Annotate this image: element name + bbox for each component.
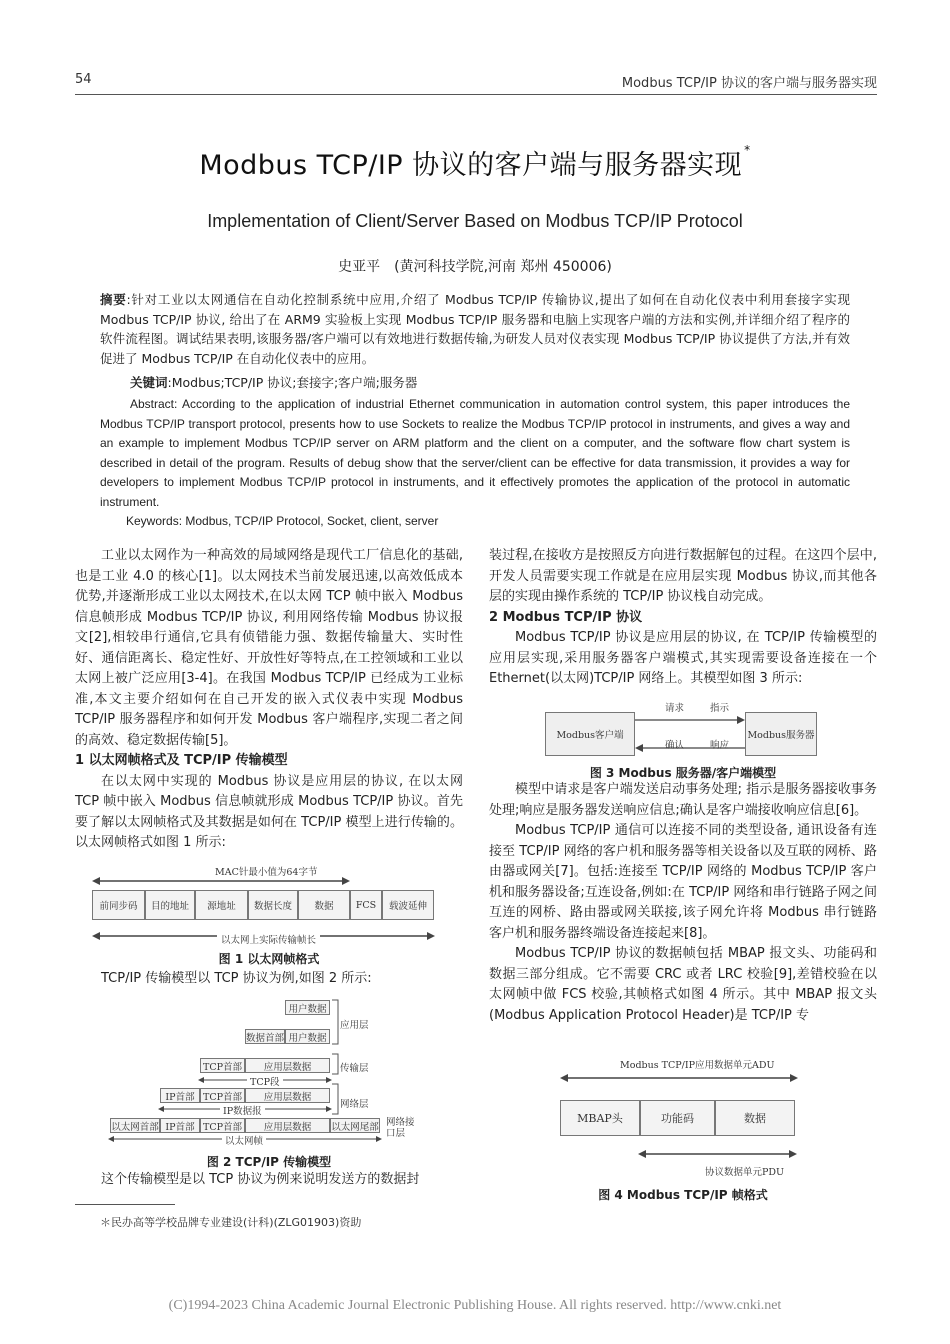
abstract-en: [100, 395, 850, 513]
figure-1-caption-text: 图 1 以太网帧格式: [218, 952, 320, 966]
figure-1-caption: [75, 950, 463, 967]
fig3-request-label: 请求: [665, 703, 685, 714]
section-1-paragraph-1: 在以太网中实现的 Modbus 协议是应用层的协议, 在以太网 TCP 帧中嵌入 Modbus 信息帧就形成 Modbus TCP/IP 协议。首先要了解以太网帧格式及其数据是如何在 TCP/IP 模型上进行传输的。以太网帧格式如图 1 所示:: [75, 773, 463, 850]
section-2-heading: 2 Modbus TCP/IP 协议: [489, 609, 643, 625]
right-column-mid: [489, 780, 877, 1026]
fig2-tcp-header: TCP首部: [200, 1058, 245, 1073]
figure-2-caption-text: 图 2 TCP/IP 传输模型: [206, 1155, 332, 1169]
fig2-eth-tcp-header: TCP首部: [200, 1118, 245, 1133]
fig3-server-box: Modbus服务器: [745, 712, 817, 756]
fig1-top-arrow: [92, 875, 442, 887]
title-footnote-mark: *: [744, 143, 751, 157]
right-paragraph-3: 模型中请求是客户端发送启动事务处理; 指示是服务器接收事务处理;响应是服务器发送响应信息;确认是客户端接收响应信息[6]。: [489, 782, 877, 818]
left-column-bottom: [75, 1170, 463, 1191]
left-column-top: [75, 546, 463, 854]
fig4-bottom-label: 协议数据单元PDU: [705, 1167, 785, 1178]
keywords-en-text: : Modbus, TCP/IP Protocol, Socket, client, server: [178, 514, 439, 528]
fig1-field-src: 源地址: [195, 890, 248, 920]
fig4-bottom-arrow: [638, 1148, 798, 1160]
fig2-layer-transport: 传输层: [340, 1063, 369, 1074]
fig2-eth-app-data: 应用层数据: [245, 1118, 330, 1133]
left-column-mid: [75, 969, 463, 990]
right-paragraph-5: Modbus TCP/IP 协议的数据帧包括 MBAP 报文头、功能码和数据三部分组成。它不需要 CRC 或者 LRC 校验[9],差错校验在以太网帧中做 FCS 校验,其帧格式如图 4 所示。其中 MBAP 报文头(Modbus Application Protocol Header)是 TCP/IP 专: [489, 946, 877, 1023]
right-column-top: [489, 546, 877, 690]
fig1-field-length: 数据长度: [248, 890, 298, 920]
right-paragraph-1: 装过程,在接收方是按照反方向进行数据解包的过程。在这四个层中,开发人员需要实现工作就是在应用层实现 Modbus 协议,而其他各层的实现由操作系统的 TCP/IP 协议栈自动完成。: [489, 548, 877, 604]
fig2-layer-link: 网络接口层: [386, 1117, 415, 1139]
fig3-client-box: Modbus客户端: [545, 712, 635, 756]
footnote: ＊民办高等学校品牌专业建设(计科)(ZLG01903)资助: [100, 1216, 362, 1229]
keywords-cn-label: 关键词: [130, 375, 168, 390]
fig2-eth-frame-label: 以太网帧: [222, 1133, 266, 1147]
abstract-en-label: Abstract: [130, 397, 175, 411]
keywords-cn: [130, 373, 850, 393]
fig3-indication-label: 指示: [710, 703, 730, 714]
fig2-user-data: 用户数据: [285, 1000, 330, 1015]
fig2-ip-packet-label: IP数据报: [220, 1103, 265, 1117]
header-rule: [75, 94, 877, 95]
author-line: [0, 256, 950, 276]
figure-2-caption: [75, 1153, 463, 1170]
paper-title-english: Implementation of Client/Server Based on Modbus TCP/IP Protocol: [207, 211, 743, 231]
abstract-cn-label: 摘要: [100, 292, 127, 307]
abstract-cn-text: :针对工业以太网通信在自动化控制系统中应用,介绍了 Modbus TCP/IP 传输协议,提出了如何在自动化仪表中利用套接字实现 Modbus TCP/IP 协议, 给出了在 ARM9 实验板上实现 Modbus TCP/IP 服务器和电脑上实现客户端的方法和实例,并详细介绍了程序的软件流程图。调试结果表明,该服务器/客户端可以有效地进行数据传输,为研发人员对仪表实现 Modbus TCP/IP 协议提供了方法,并有效促进了 Modbus TCP/IP 在自动化仪表中的应用。: [100, 292, 850, 366]
fig1-field-dest: 目的地址: [145, 890, 195, 920]
fig2-eth-trailer: 以太网尾部: [330, 1118, 380, 1133]
footnote-rule: [75, 1204, 175, 1205]
page-number: 54: [75, 72, 92, 87]
intro-paragraph: 工业以太网作为一种高效的局域网络是现代工厂信息化的基础,也是工业 4.0 的核心[1]。以太网技术当前发展迅速,以高效低成本优势,并逐渐形成工业以太网技术,在以太网 TCP 帧中嵌入 Modbus 信息帧形成 Modbus TCP/IP 协议, 利用网络传输 Modbus 协议报文[2],相较串行通信,它具有侦错能力强、数据传输量大、实时性好、通信距离长、稳定性好、开放性好等特点,在工控领域和工业以太网上被广泛应用[3-4]。在我国 Modbus TCP/IP 已经成为工业标准,本文主要介绍如何在自己开发的嵌入式仪表中实现 Modbus TCP/IP 服务器程序和如何开发 Modbus 客户端程序,实现二者之间的高效、稳定数据传输[5]。: [75, 548, 463, 748]
fig2-tcp-app-data: 应用层数据: [245, 1058, 330, 1073]
figure-4-caption-text: 图 4 Modbus TCP/IP 帧格式: [598, 1188, 768, 1202]
right-paragraph-4: Modbus TCP/IP 通信可以连接不同的类型设备, 通讯设备有连接至 TCP/IP 网络的客户机和服务器等相关设备以及互联的网桥、路由器或网关[7]。包括:连接至 TCP/IP 网络的 Modbus TCP/IP 客户机和服务器设备;互连设备,例如:在 TCP/IP 网络和串行链路子网之间互连的网桥、路由器或网关联接,该子网允许将 Modbus 串行链路客户机和服务器终端设备连接起来[8]。: [489, 823, 877, 941]
section-2-paragraph-1: Modbus TCP/IP 协议是应用层的协议, 在 TCP/IP 传输模型的应用层实现,采用服务器客户端模式,其实现需要设备连接在一个 Ethernet(以太网)TCP/IP 网络上。其模型如图 3 所示:: [489, 630, 877, 686]
fig2-eth-ip-header: IP首部: [160, 1118, 200, 1133]
author-affiliation: (黄河科技学院,河南 郑州 450006): [394, 259, 612, 275]
abstract-cn: [100, 290, 850, 368]
section-1-paragraph-2: TCP/IP 传输模型以 TCP 协议为例,如图 2 所示:: [101, 971, 372, 986]
fig1-field-fcs: FCS: [350, 890, 382, 920]
fig1-field-extension: 载波延伸: [382, 890, 434, 920]
fig2-ip-header: IP首部: [160, 1088, 200, 1103]
fig2-app-header: 数据首部: [245, 1029, 285, 1044]
paper-title: [0, 143, 950, 182]
running-title: Modbus TCP/IP 协议的客户端与服务器实现: [621, 76, 877, 91]
fig2-ip-tcp-header: TCP首部: [200, 1088, 245, 1103]
fig1-field-preamble: 前同步码: [92, 890, 145, 920]
author-name: 史亚平: [338, 259, 381, 275]
fig3-response-label: 响应: [710, 740, 730, 751]
fig4-top-arrow: [560, 1072, 800, 1084]
abstract-en-text: : According to the application of industrial Ethernet communication in automation control system, this paper introduces the Modbus TCP/IP transport protocol, presents how to use Sockets to realize the Modbus TCP/IP protocol in instruments, and gives a way and an example to implement Modbus TCP/IP server on ARM platform and the client on a computer, and the software flow chart system is described in detail of the program. Results of debug show that the server/client can be effective for data transmission, it provides a way for developers to implement Modbus TCP/IP protocol in instruments, and it effectively promotes the application of the protocol in automatic instrument.: [100, 397, 850, 509]
fig2-layer-app: 应用层: [340, 1020, 369, 1031]
fig2-tcp-seg-label: TCP段: [247, 1074, 283, 1088]
fig4-field-mbap: MBAP头: [560, 1100, 640, 1136]
figure-3-caption-text: 图 3 Modbus 服务器/客户端模型: [589, 766, 777, 780]
paper-title-text: Modbus TCP/IP 协议的客户端与服务器实现: [199, 150, 743, 181]
fig1-bottom-label: 以太网上实际传输帧长: [217, 932, 320, 946]
fig2-ip-app-data: 应用层数据: [245, 1088, 330, 1103]
copyright-notice: (C)1994-2023 China Academic Journal Electronic Publishing House. All rights reserved. http://www.cnki.net: [168, 1298, 782, 1313]
keywords-cn-text: :Modbus;TCP/IP 协议;套接字;客户端;服务器: [167, 375, 418, 390]
fig1-top-label: MAC针最小值为64字节: [215, 867, 318, 878]
figure-3-caption: [489, 764, 877, 781]
fig2-layer-network: 网络层: [340, 1099, 369, 1110]
keywords-en-label: Keywords: [126, 514, 179, 528]
fig2-app-user-data: 用户数据: [285, 1029, 330, 1044]
fig4-field-function-code: 功能码: [640, 1100, 715, 1136]
keywords-en: [126, 512, 850, 532]
figure-4-caption: [489, 1186, 877, 1203]
section-1-paragraph-3: 这个传输模型是以 TCP 协议为例来说明发送方的数据封: [101, 1172, 420, 1187]
fig3-confirm-label: 确认: [665, 740, 685, 751]
fig2-eth-header: 以太网首部: [110, 1118, 160, 1133]
fig4-top-label: Modbus TCP/IP应用数据单元ADU: [620, 1060, 775, 1071]
fig2-layer-brackets: [332, 996, 344, 1146]
section-1-heading: 1 以太网帧格式及 TCP/IP 传输模型: [75, 753, 288, 768]
fig1-field-data: 数据: [298, 890, 350, 920]
fig4-field-data: 数据: [715, 1100, 795, 1136]
